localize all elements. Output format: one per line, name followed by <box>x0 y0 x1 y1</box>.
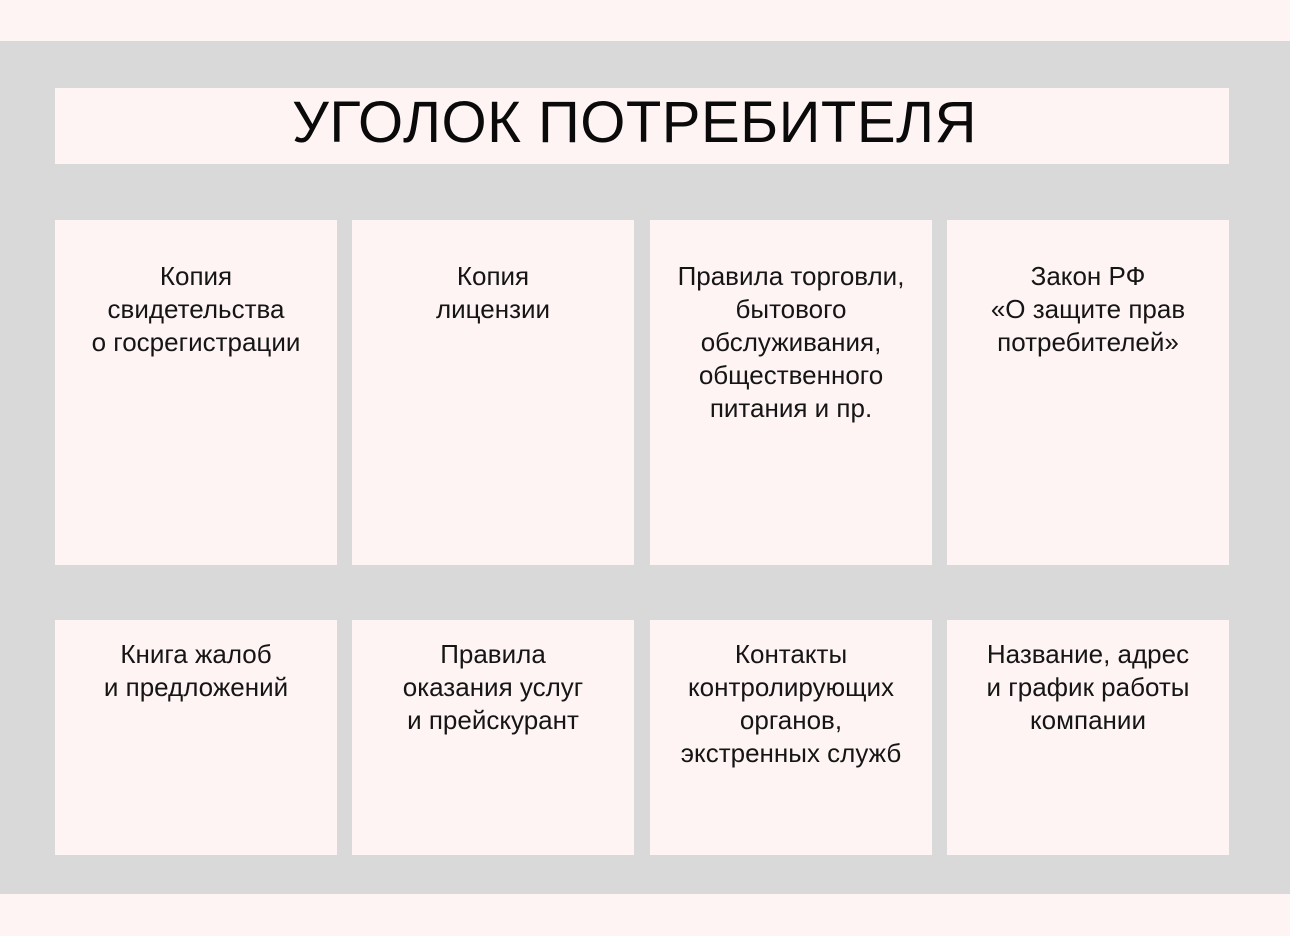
card-consumer-rights-law: Закон РФ «О защите прав потребителей» <box>947 220 1229 565</box>
consumer-corner-board <box>0 41 1290 894</box>
title-bar <box>55 88 1229 164</box>
card-service-rules-pricelist: Правила оказания услуг и прейскурант <box>352 620 634 855</box>
card-complaints-book: Книга жалоб и предложений <box>55 620 337 855</box>
card-contacts-authorities: Контакты контролирующих органов, экстренных служб <box>650 620 932 855</box>
card-registration-certificate: Копия свидетельства о госрегистрации <box>55 220 337 565</box>
card-company-info: Название, адрес и график работы компании <box>947 620 1229 855</box>
card-license-copy: Копия лицензии <box>352 220 634 565</box>
board-title: УГОЛОК ПОТРЕБИТЕЛЯ <box>292 90 977 155</box>
card-trade-rules: Правила торговли, бытового обслуживания, общественного питания и пр. <box>650 220 932 565</box>
